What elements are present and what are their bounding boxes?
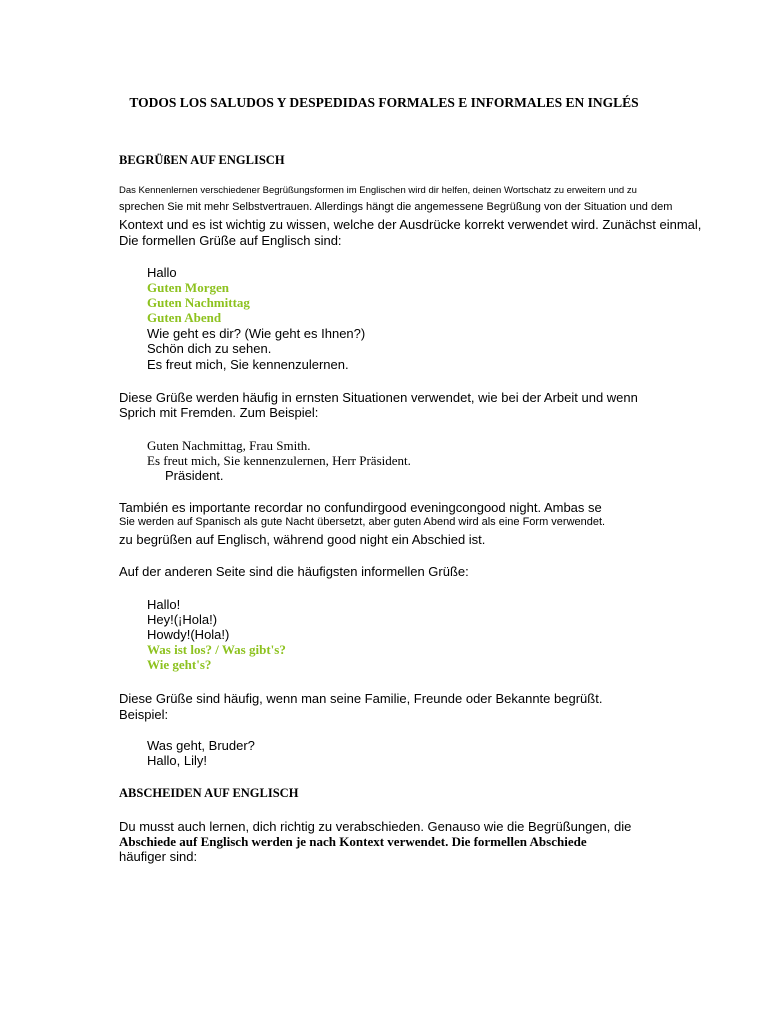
list-item: Was ist los? / Was gibt's?	[147, 642, 286, 657]
section-heading-farewells: ABSCHEIDEN AUF ENGLISCH	[119, 786, 299, 800]
list-item: Wie geht es dir? (Wie geht es Ihnen?)	[147, 326, 366, 341]
page-title: TODOS LOS SALUDOS Y DESPEDIDAS FORMALES E INFORMALES EN INGLÉS	[129, 95, 639, 110]
list-item: Es freut mich, Sie kennenzulernen, Herr Präsident.	[147, 453, 411, 468]
intro-line-1: Das Kennenlernen verschiedener Begrüßungsformen im Englischen wird dir helfen, deinen Wortschatz zu erweitern und zu	[119, 185, 637, 196]
note-line-1: También es importante recordar no confundirgood eveningcongood night. Ambas se	[119, 500, 602, 515]
list-item: Guten Nachmittag, Frau Smith.	[147, 438, 311, 453]
intro-line-4: Die formellen Grüße auf Englisch sind:	[119, 233, 342, 248]
usage-line-1: Diese Grüße werden häufig in ernsten Situationen verwendet, wie bei der Arbeit und wenn	[119, 390, 638, 405]
example-continuation: Präsident.	[165, 468, 224, 483]
list-item: Hey!(¡Hola!)	[147, 612, 218, 627]
section-heading-greetings: BEGRÜßEN AUF ENGLISCH	[119, 153, 285, 167]
list-item: Howdy!(Hola!)	[147, 627, 230, 642]
list-item: Hallo, Lily!	[147, 753, 207, 768]
list-item: Guten Nachmittag	[147, 295, 250, 310]
list-item: Es freut mich, Sie kennenzulernen.	[147, 357, 349, 372]
usage-line-2: Sprich mit Fremden. Zum Beispiel:	[119, 405, 319, 420]
intro-line-2: sprechen Sie mit mehr Selbstvertrauen. Allerdings hängt die angemessene Begrüßung von der Situation und dem	[119, 201, 673, 213]
informal-usage-line-1: Diese Grüße sind häufig, wenn man seine Familie, Freunde oder Bekannte begrüßt.	[119, 691, 603, 706]
list-item: Guten Abend	[147, 310, 222, 325]
list-item: Schön dich zu sehen.	[147, 341, 272, 356]
list-item: Wie geht's?	[147, 657, 212, 672]
list-item: Hallo!	[147, 597, 181, 612]
farewell-line-2: Abschiede auf Englisch werden je nach Kontext verwendet. Die formellen Abschiede	[119, 834, 587, 849]
note-line-3: zu begrüßen auf Englisch, während good night ein Abschied ist.	[119, 532, 486, 547]
farewell-line-3: häufiger sind:	[119, 849, 198, 864]
list-item: Guten Morgen	[147, 280, 229, 295]
informal-intro: Auf der anderen Seite sind die häufigsten informellen Grüße:	[119, 564, 469, 579]
farewell-line-1: Du musst auch lernen, dich richtig zu verabschieden. Genauso wie die Begrüßungen, die	[119, 819, 632, 834]
intro-line-3: Kontext und es ist wichtig zu wissen, welche der Ausdrücke korrekt verwendet wird. Zunächst einmal,	[119, 217, 702, 232]
list-item: Was geht, Bruder?	[147, 738, 255, 753]
note-line-2: Sie werden auf Spanisch als gute Nacht übersetzt, aber guten Abend wird als eine Form verwendet.	[119, 516, 606, 528]
list-item: Hallo	[147, 265, 177, 280]
informal-usage-line-2: Beispiel:	[119, 707, 169, 722]
